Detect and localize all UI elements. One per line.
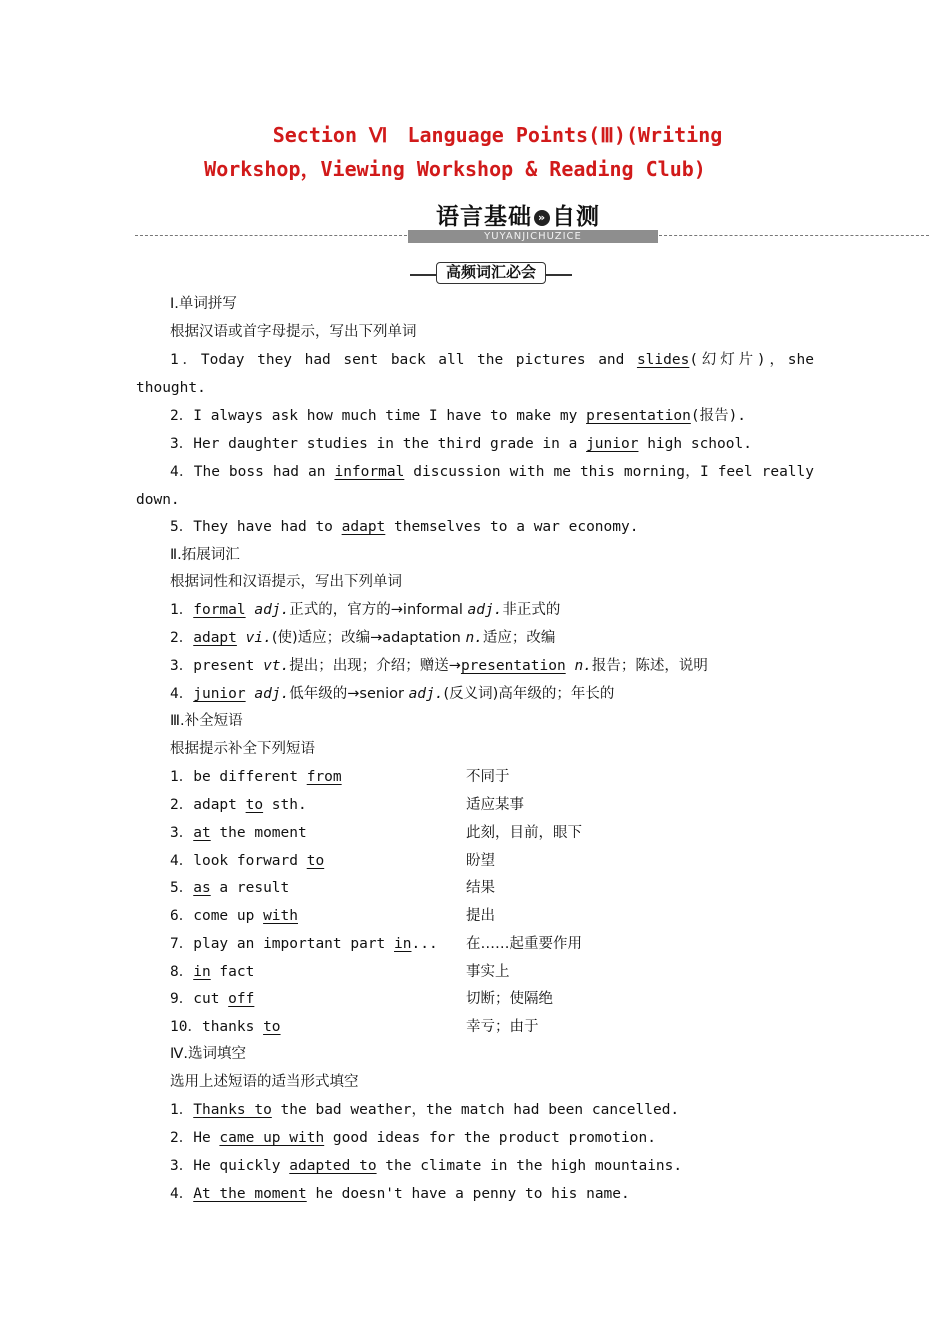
item-text: discussion with me this morning，I feel really [404,464,814,480]
item-text: sth. [263,797,307,813]
part-of-speech: vt. [263,658,290,674]
item-text: 1．be different [170,769,307,785]
item-text: the bad weather，the match had been cancelled. [271,1102,680,1118]
part2-item-2 [170,628,555,648]
part3-item-7 [170,934,438,954]
item-text: themselves to a war economy. [385,519,639,535]
part4-item-3 [170,1156,682,1176]
item-number: 1． [170,602,194,618]
part3-instruction: 根据提示补全下列短语 [170,741,315,757]
part3-item-6 [170,906,298,926]
part3-item-10 [170,1017,281,1037]
part3-item-4 [170,851,324,871]
item-text: 4．The boss had an [170,464,335,480]
answer: adapt [193,630,237,646]
part1-item-3 [170,434,752,454]
item-text: ... [411,936,438,952]
part3-item-10-meaning: 幸亏；由于 [466,1019,539,1035]
part1-item-1 [170,350,814,370]
part1-heading: Ⅰ.单词拼写 [170,296,237,312]
part2-item-4 [170,684,614,704]
item-text: he doesn't have a penny to his name. [306,1186,630,1202]
item-text: fact [210,964,255,980]
part3-item-5-meaning: 结果 [466,880,495,896]
part3-item-2 [170,795,307,815]
divider-left [135,235,407,236]
item-text: 2．I always ask how much time I have to make my [170,408,587,424]
meaning: (反义词)高年级的；年长的 [443,686,615,702]
part4-item-4 [170,1184,630,1204]
divider-right [659,235,929,236]
part-of-speech: vi. [245,630,272,646]
word: present [193,658,264,674]
section-banner [408,198,658,244]
banner-title-right: 自测 [552,204,600,230]
item-text: 6．come up [170,908,264,924]
subheading-line-right [544,274,572,276]
item-number: 3． [170,658,194,674]
item-text: high school. [638,436,752,452]
answer: presentation [586,408,691,424]
meaning: 适应；改编 [482,630,556,646]
item-text: the climate in the high mountains. [376,1158,683,1174]
part3-item-3 [170,823,307,843]
part3-item-1-meaning: 不同于 [466,769,510,785]
item-text: 3． [170,825,194,841]
answer: off [228,991,255,1007]
answer: at [193,825,211,841]
answer: formal [193,602,246,618]
part-of-speech: adj. [254,602,290,618]
subheading: 高频词汇必会 [436,262,546,284]
item-text: 3．Her daughter studies in the third grade in a [170,436,587,452]
answer: in [394,936,412,952]
item-text: 5．They have had to [170,519,342,535]
part-of-speech: n. [465,630,483,646]
answer: adapted to [289,1158,377,1174]
part3-item-3-meaning: 此刻，目前，眼下 [466,825,582,841]
part3-item-7-meaning: 在……起重要作用 [466,936,582,952]
item-text: 10．thanks [170,1019,264,1035]
banner-pinyin: YUYANJICHUZICE [408,230,658,243]
item-number: 2． [170,630,194,646]
item-text: 3．He quickly [170,1158,290,1174]
answer: in [193,964,211,980]
meaning: 低年级的→senior [289,686,409,702]
answer: junior [586,436,639,452]
part3-item-2-meaning: 适应某事 [466,797,524,813]
part3-item-5 [170,878,289,898]
answer: informal [334,464,405,480]
item-number: 4． [170,686,194,702]
item-text: (报告). [690,408,747,424]
part4-heading: Ⅳ.选词填空 [170,1046,246,1062]
item-text: 9．cut [170,991,229,1007]
banner-title-left: 语言基础 [436,204,532,230]
part3-heading: Ⅲ.补全短语 [170,713,243,729]
part1-item-5 [170,517,638,537]
part-of-speech: n. [574,658,592,674]
subheading-badge [410,262,572,284]
item-text: good ideas for the product promotion. [324,1130,656,1146]
meaning: 正式的，官方的→informal [289,602,468,618]
part4-item-2 [170,1128,656,1148]
item-text: 8． [170,964,194,980]
answer: to [306,853,325,869]
banner-title [436,198,600,231]
meaning: 非正式的 [502,602,561,618]
part3-item-1 [170,767,342,787]
item-text: 2．adapt [170,797,246,813]
part3-item-9 [170,989,254,1009]
item-text: 4． [170,1186,194,1202]
answer: with [263,908,298,924]
answer: At the moment [193,1186,307,1202]
part1-item-4 [170,462,814,482]
answer: adapt [341,519,386,535]
chevron-right-icon: » [534,210,550,226]
part1-instruction: 根据汉语或首字母提示，写出下列单词 [170,324,417,340]
part-of-speech: adj. [254,686,290,702]
meaning: 报告；陈述，说明 [591,658,708,674]
item-text: a result [210,880,290,896]
part4-item-1 [170,1100,679,1120]
part1-item-1-cont: thought. [136,380,206,396]
answer: Thanks to [193,1102,272,1118]
answer: slides [636,352,690,368]
meaning: 提出；出现；介绍；赠送→ [289,658,461,674]
item-text: the moment [210,825,307,841]
part3-item-8 [170,962,254,982]
answer: from [306,769,342,785]
part3-item-9-meaning: 切断；使隔绝 [466,991,553,1007]
answer: to [263,1019,281,1035]
part2-item-3 [170,656,708,676]
part3-item-8-meaning: 事实上 [466,964,510,980]
meaning: (使)适应；改编→adaptation [271,630,466,646]
part3-item-6-meaning: 提出 [466,908,495,924]
part-of-speech: adj. [467,602,503,618]
part-of-speech: adj. [408,686,444,702]
item-text: 1． [170,1102,194,1118]
answer: presentation [460,658,566,674]
part1-item-4-cont: down. [136,492,180,508]
answer: junior [193,686,246,702]
page-title-line1: Section Ⅵ Language Points(Ⅲ)(Writing [272,123,723,147]
item-text: 1．Today they had sent back all the pictures and [170,352,637,368]
part1-item-2 [170,406,746,426]
subheading-line-left [410,274,438,276]
item-text: 4．look forward [170,853,307,869]
part2-heading: Ⅱ.拓展词汇 [170,547,240,563]
part4-instruction: 选用上述短语的适当形式填空 [170,1074,359,1090]
page-title-line2: Workshop，Viewing Workshop & Reading Club) [204,157,706,181]
part3-item-4-meaning: 盼望 [466,853,495,869]
answer: as [193,880,211,896]
part2-instruction: 根据词性和汉语提示，写出下列单词 [170,574,402,590]
item-text: (幻灯片)，she [689,352,814,368]
answer: came up with [219,1130,325,1146]
item-text: 2．He [170,1130,220,1146]
answer: to [245,797,264,813]
part2-item-1 [170,600,560,620]
item-text: 7．play an important part [170,936,395,952]
item-text: 5． [170,880,194,896]
